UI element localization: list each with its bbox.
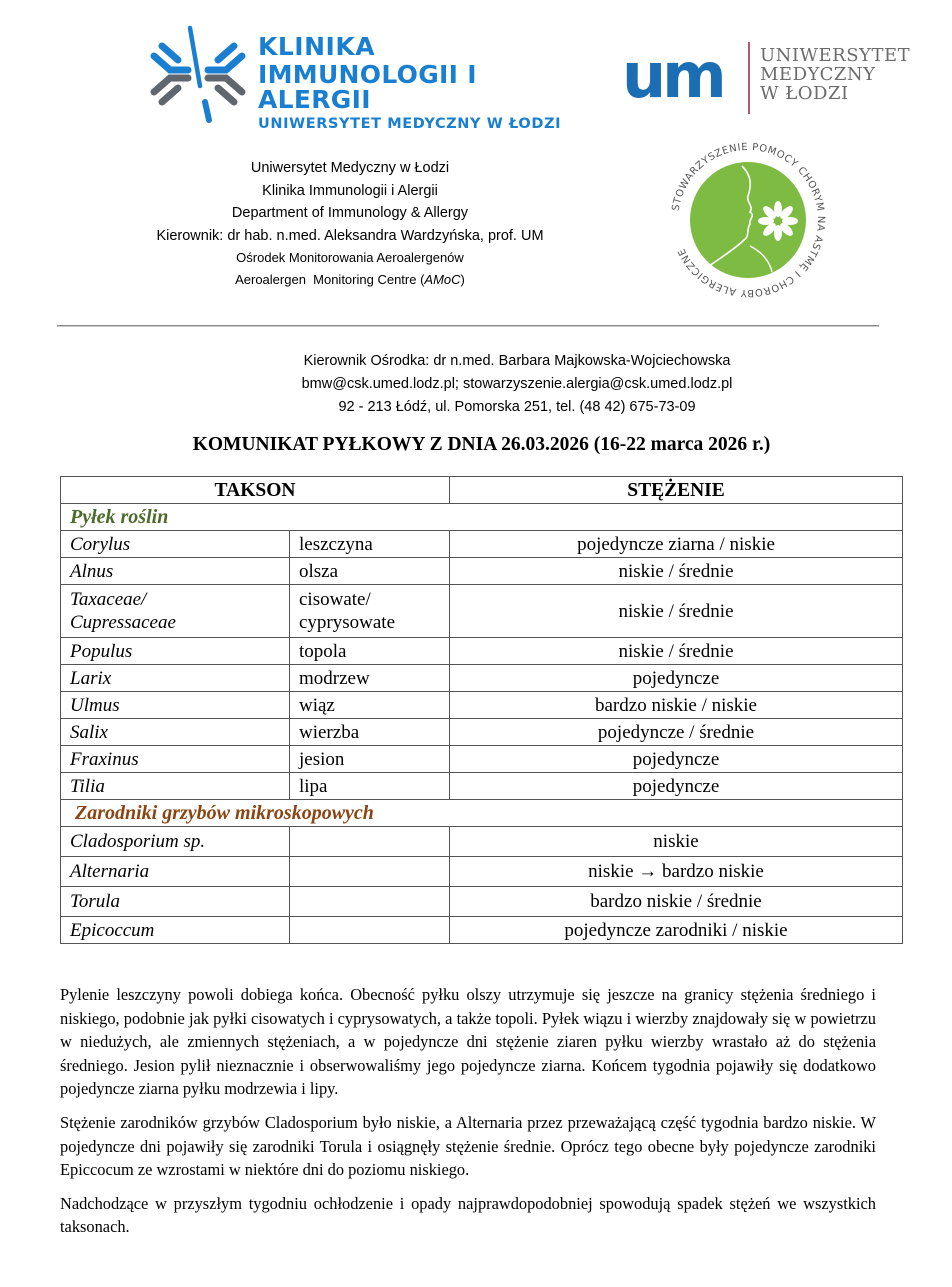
table-row — [61, 827, 903, 857]
institution-university: Uniwersytet Medyczny w Łodzi — [250, 160, 450, 176]
taxon-polish — [290, 917, 450, 944]
institution-monitoring-centre: Ośrodek Monitorowania Aeroalergenów — [236, 250, 464, 265]
narrative-paragraph-forecast: Nadchodzące w przyszłym tygodniu ochłodzenie i opady najprawdopodobniej spowodują spadek stężeń we wszystkich taksonach. — [60, 1193, 876, 1237]
taxon-latin-line1: Taxaceae/ — [70, 589, 147, 610]
table-row — [61, 638, 903, 665]
concentration-level: bardzo niskie / średnie — [450, 887, 903, 917]
narrative-paragraph-fungi: Stężenie zarodników grzybów Cladosporium było niskie, a Alternaria przez przeważającą część tygodnia bardzo niskie. W pojedyncze dni pojawiły się zarodniki Torula i osiągnęły stężenie średnie. Oprócz tego obecne były pojedyncze zarodniki Epiccocum ze wzrostami w niektóre dni do poziomu niskiego. — [60, 1112, 876, 1180]
um-logo-text — [760, 46, 910, 103]
association-ring-text: STOWARZYSZENIE POMOCY CHORYM NA ASTMĘ I CHOROBY ALERGICZNE — [670, 141, 827, 299]
concentration-level: pojedyncze ziarna / niskie — [450, 531, 903, 558]
section-row-fungi — [61, 800, 903, 827]
taxon-polish: topola — [290, 638, 450, 665]
concentration-level: pojedyncze / średnie — [450, 719, 903, 746]
table-row — [61, 531, 903, 558]
amoc-prefix: Aeroalergen Monitoring Centre ( — [235, 272, 425, 287]
immunology-antibody-icon — [148, 24, 248, 124]
concentration-level: niskie / średnie — [450, 585, 903, 638]
narrative — [60, 983, 876, 1249]
institution-head: Kierownik: dr hab. n.med. Aleksandra Wardzyńska, prof. UM — [156, 227, 544, 244]
taxon-latin: Ulmus — [61, 692, 290, 719]
section-title-plants: Pyłek roślin — [61, 504, 903, 531]
institution-amoc — [110, 269, 590, 291]
concentration-level: bardzo niskie / niskie — [450, 692, 903, 719]
taxon-latin: Alternaria — [61, 857, 290, 887]
section-title-fungi: Zarodniki grzybów mikroskopowych — [61, 800, 903, 827]
klinika-logo-line2: IMMUNOLOGII I ALERGII — [258, 60, 477, 114]
concentration-level: niskie / średnie — [450, 558, 903, 585]
contact-block — [262, 350, 772, 419]
section-row-plants — [61, 504, 903, 531]
taxon-polish — [290, 827, 450, 857]
concentration-level: pojedyncze — [450, 746, 903, 773]
table-row — [61, 719, 903, 746]
taxon-latin-line2: Cupressaceae — [70, 612, 176, 633]
taxon-polish-line2: cyprysowate — [299, 612, 396, 633]
taxon-latin: Fraxinus — [61, 746, 290, 773]
taxon-polish — [290, 857, 450, 887]
institution-block — [110, 157, 590, 291]
taxon-polish: wiąz — [290, 692, 450, 719]
taxon-latin: Populus — [61, 638, 290, 665]
taxon-polish: lipa — [290, 773, 450, 800]
taxon-polish: olsza — [290, 558, 450, 585]
contact-emails[interactable]: bmw@csk.umed.lodz.pl; stowarzyszenie.alergia@csk.umed.lodz.pl — [301, 376, 733, 392]
association-logo-graphic — [658, 138, 838, 303]
um-logo-divider — [748, 42, 750, 114]
concentration-level: pojedyncze — [450, 665, 903, 692]
narrative-paragraph-pollen: Pylenie leszczyny powoli dobiega końca. Obecność pyłku olszy utrzymuje się jeszcze na granicy stężenia średniego i niskiego, podobnie jak pyłki cisowatych i cyprysowatych, a także topoli. Pyłek wiązu i wierzby znajdowały się w powietrzu w niedużych, ale zmiennych stężeniach, a w pojedyncze dni stężenie ziaren pyłku wierzby wrastało aż do stężenia średniego. Jesion pylił nieznacznie i obserwowaliśmy jego pojedyncze ziarna. Końcem tygodnia pojawiły się dodatkowo pojedyncze ziarna pyłku modrzewia i lipy. — [60, 985, 876, 1099]
table-row — [61, 665, 903, 692]
um-logo — [622, 40, 932, 115]
amoc-abbr: AMoC — [424, 272, 461, 287]
taxon-latin: Alnus — [61, 558, 290, 585]
table-row — [61, 887, 903, 917]
taxon-latin — [61, 585, 290, 638]
um-logo-line3: W ŁODZI — [760, 83, 849, 104]
concentration-level: pojedyncze — [450, 773, 903, 800]
taxon-latin: Epicoccum — [61, 917, 290, 944]
um-logo-line2: MEDYCZNY — [760, 64, 876, 85]
institution-clinic: Klinika Immunologii i Alergii — [262, 182, 438, 199]
table-header-row — [61, 477, 903, 504]
taxon-latin: Corylus — [61, 531, 290, 558]
concentration-level: niskie — [450, 827, 903, 857]
table-row — [61, 746, 903, 773]
klinika-logo-line3: UNIWERSYTET MEDYCZNY W ŁODZI — [258, 116, 562, 132]
taxon-polish: leszczyna — [290, 531, 450, 558]
table-row — [61, 773, 903, 800]
taxon-polish — [290, 887, 450, 917]
taxon-latin: Tilia — [61, 773, 290, 800]
taxon-latin: Torula — [61, 887, 290, 917]
header-concentration: STĘŻENIE — [450, 477, 903, 504]
taxon-latin: Cladosporium sp. — [61, 827, 290, 857]
taxon-polish — [290, 585, 450, 638]
concentration-level: pojedyncze zarodniki / niskie — [450, 917, 903, 944]
pollen-table — [60, 476, 903, 944]
table-row — [61, 585, 903, 638]
header-taxon: TAKSON — [61, 477, 450, 504]
report-title: KOMUNIKAT PYŁKOWY Z DNIA 26.03.2026 (16-22 marca 2026 r.) — [192, 434, 771, 455]
taxon-polish-line1: cisowate/ — [299, 589, 371, 610]
um-logo-line1: UNIWERSYTET — [760, 45, 911, 66]
taxon-polish: modrzew — [290, 665, 450, 692]
table-row — [61, 917, 903, 944]
concentration-level: niskie → bardzo niskie — [450, 857, 903, 887]
taxon-latin: Larix — [61, 665, 290, 692]
taxon-latin: Salix — [61, 719, 290, 746]
table-row — [61, 692, 903, 719]
contact-address: 92 - 213 Łódź, ul. Pomorska 251, tel. (48 42) 675-73-09 — [338, 399, 696, 415]
klinika-logo-line1: KLINIKA — [258, 32, 376, 61]
taxon-polish: wierzba — [290, 719, 450, 746]
taxon-polish: jesion — [290, 746, 450, 773]
concentration-level: niskie / średnie — [450, 638, 903, 665]
contact-head: Kierownik Ośrodka: dr n.med. Barbara Majkowska-Wojciechowska — [303, 353, 731, 369]
um-mark-icon: um — [622, 39, 723, 112]
amoc-suffix: ) — [460, 272, 465, 287]
association-logo — [658, 138, 838, 303]
table-row — [61, 857, 903, 887]
institution-department: Department of Immunology & Allergy — [231, 205, 469, 221]
table-row — [61, 558, 903, 585]
klinika-logo-text — [258, 34, 568, 132]
header-separator — [57, 325, 879, 327]
klinika-logo — [148, 24, 568, 132]
